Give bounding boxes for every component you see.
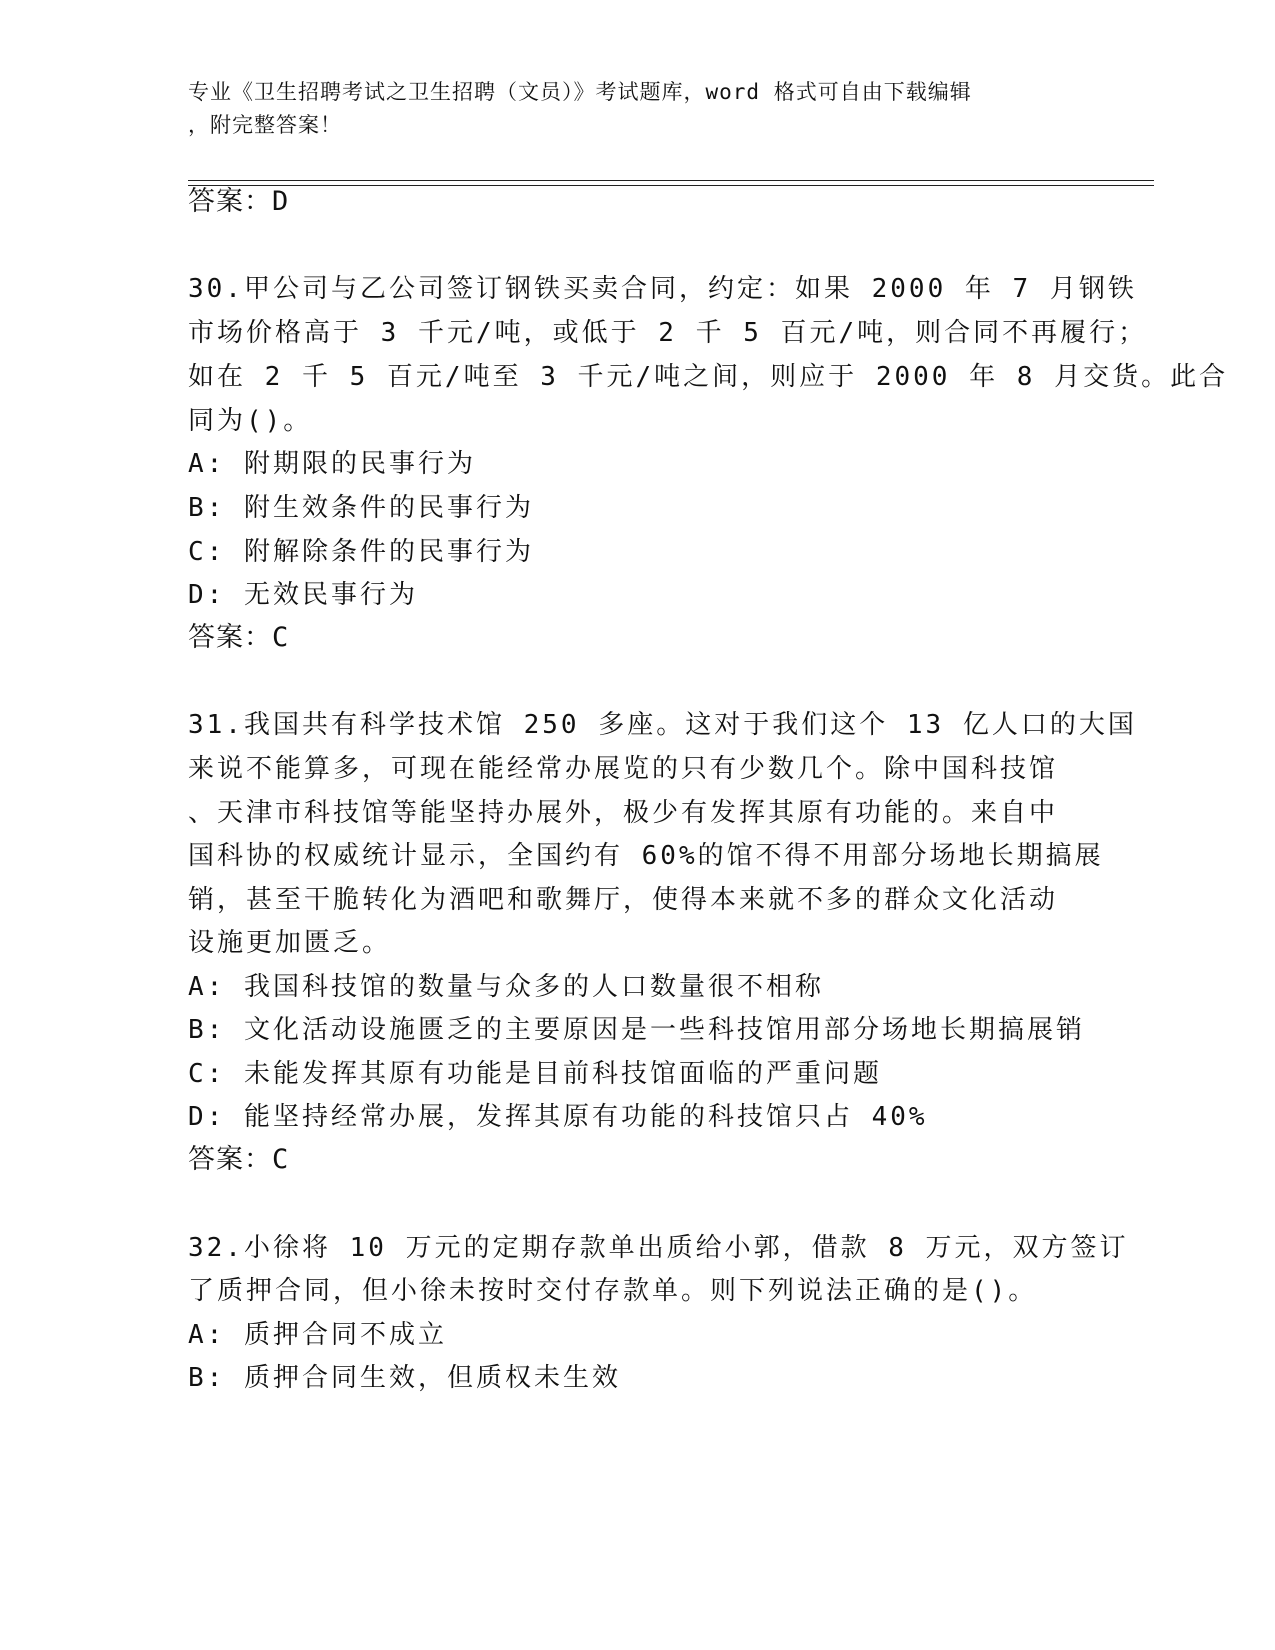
q31-option-d: D: 能坚持经常办展，发挥其原有功能的科技馆只占 40% xyxy=(188,1102,928,1132)
q30-option-d: D: 无效民事行为 xyxy=(188,580,418,610)
q32-option-b: B: 质押合同生效，但质权未生效 xyxy=(188,1363,621,1393)
q32-option-a: A: 质押合同不成立 xyxy=(188,1320,447,1350)
q31-option-b: B: 文化活动设施匮乏的主要原因是一些科技馆用部分场地长期搞展销 xyxy=(188,1015,1085,1045)
q31-line-5: 销，甚至干脆转化为酒吧和歌舞厅，使得本来就不多的群众文化活动 xyxy=(188,885,1059,915)
q31-line-4: 国科协的权威统计显示，全国约有 60%的馆不得不用部分场地长期搞展 xyxy=(188,841,1104,871)
q30-option-a: A: 附期限的民事行为 xyxy=(188,449,476,479)
q32-line-1: 32.小徐将 10 万元的定期存款单出质给小郭，借款 8 万元，双方签订 xyxy=(188,1233,1129,1263)
q31-line-2: 来说不能算多，可现在能经常办展览的只有少数几个。除中国科技馆 xyxy=(188,754,1059,784)
q30-line-3: 如在 2 千 5 百元/吨至 3 千元/吨之间，则应于 2000 年 8 月交货。此合 xyxy=(188,362,1229,392)
q30-option-c: C: 附解除条件的民事行为 xyxy=(188,537,534,567)
page-header xyxy=(188,76,1088,142)
q30-answer xyxy=(188,621,289,655)
answer-value: D xyxy=(272,186,290,217)
q32-line-2: 了质押合同，但小徐未按时交付存款单。则下列说法正确的是()。 xyxy=(188,1276,1038,1306)
answer-label: 答案： xyxy=(188,186,272,217)
answer-value: C xyxy=(272,1144,290,1175)
q31-option-c: C: 未能发挥其原有功能是目前科技馆面临的严重问题 xyxy=(188,1059,882,1089)
q30-line-2: 市场价格高于 3 千元/吨，或低于 2 千 5 百元/吨，则合同不再履行； xyxy=(188,318,1148,348)
header-line-1: 专业《卫生招聘考试之卫生招聘（文员）》考试题库，word 格式可自由下载编辑 xyxy=(188,80,972,104)
q30-line-1: 30.甲公司与乙公司签订钢铁买卖合同，约定：如果 2000 年 7 月钢铁 xyxy=(188,274,1137,304)
q30-option-b: B: 附生效条件的民事行为 xyxy=(188,493,534,523)
answer-label: 答案： xyxy=(188,622,272,653)
answer-prev xyxy=(188,185,289,219)
q31-line-6: 设施更加匮乏。 xyxy=(188,928,392,958)
header-divider-top xyxy=(188,180,1154,181)
header-divider-bottom xyxy=(188,185,1154,186)
q30-line-4: 同为()。 xyxy=(188,406,313,436)
q31-line-3: 、天津市科技馆等能坚持办展外，极少有发挥其原有功能的。来自中 xyxy=(188,798,1059,828)
q31-answer xyxy=(188,1143,289,1177)
answer-value: C xyxy=(272,622,290,653)
answer-label: 答案： xyxy=(188,1144,272,1175)
header-line-2: ，附完整答案！ xyxy=(188,113,342,137)
q31-line-1: 31.我国共有科学技术馆 250 多座。这对于我们这个 13 亿人口的大国 xyxy=(188,710,1137,740)
q31-option-a: A: 我国科技馆的数量与众多的人口数量很不相称 xyxy=(188,972,824,1002)
